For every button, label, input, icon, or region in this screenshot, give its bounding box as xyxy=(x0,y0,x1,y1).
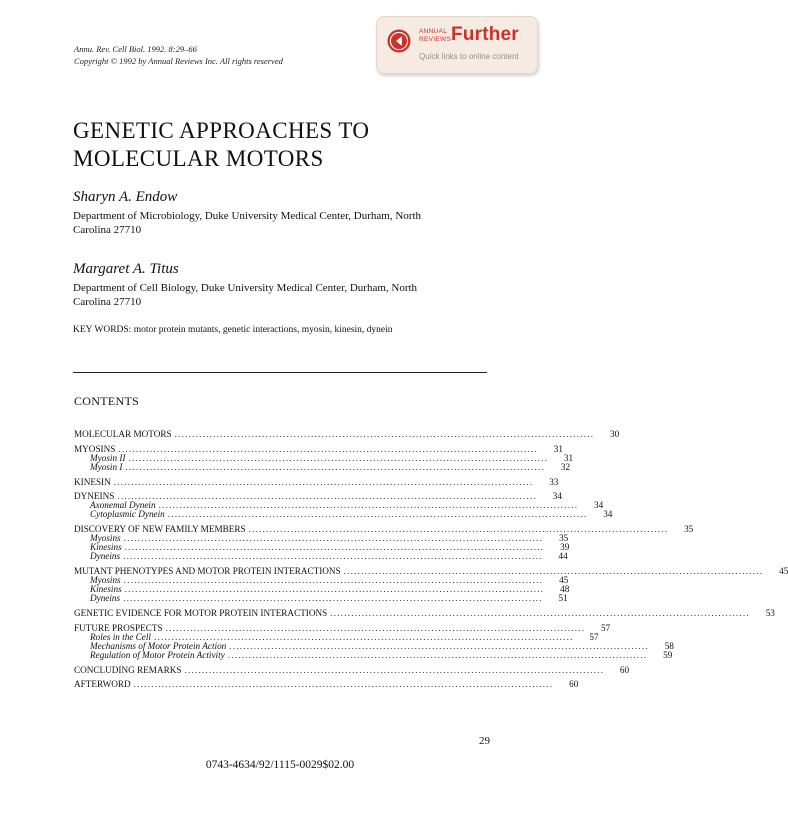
toc-entry-page: 34 xyxy=(603,509,613,520)
toc-leader-dots: ........................................................................................................................ xyxy=(125,461,546,472)
toc-entry-label: Regulation of Motor Protein Activity xyxy=(90,650,225,661)
toc-entry[interactable] xyxy=(74,429,620,439)
toc-leader-dots: ........................................................................................................................ xyxy=(133,679,554,690)
author-name: Margaret A. Titus xyxy=(73,261,179,277)
toc-leader-dots: ........................................................................................................................ xyxy=(123,533,544,544)
toc-entry-page: 31 xyxy=(563,452,574,463)
toc-entry-page: 51 xyxy=(558,593,568,604)
toc-entry-page: 30 xyxy=(610,429,620,439)
toc-entry[interactable] xyxy=(74,650,673,661)
toc-entry-label: Dyneins xyxy=(90,593,121,604)
toc-leader-dots: ........................................................................................................................ xyxy=(158,500,579,511)
toc-entry-label: Myosin I xyxy=(90,461,123,472)
toc-leader-dots: ........................................................................................................................ xyxy=(117,491,537,502)
toc-leader-dots: ........................................................................................................................ xyxy=(113,476,534,487)
toc-entry-label: MUTANT PHENOTYPES AND MOTOR PROTEIN INTERACTIONS xyxy=(74,566,341,577)
toc-entry-label: Roles in the Cell xyxy=(90,631,151,642)
toc-entry-page: 35 xyxy=(559,533,569,544)
toc-leader-dots: ........................................................................................................................ xyxy=(167,509,588,520)
toc-entry-page: 35 xyxy=(684,524,694,535)
journal-copyright: Copyright © 1992 by Annual Reviews Inc. All rights reserved xyxy=(74,55,283,66)
toc-leader-dots: ........................................................................................................................ xyxy=(343,566,764,577)
toc-entry-label: Myosin II xyxy=(90,452,126,463)
toc-entry[interactable] xyxy=(74,593,568,604)
toc-entry-label: AFTERWORD xyxy=(74,679,131,690)
toc-entry-page: 60 xyxy=(619,664,630,675)
toc-entry[interactable] xyxy=(74,608,775,619)
toc-entry[interactable] xyxy=(74,461,571,472)
toc-entry[interactable] xyxy=(74,664,630,675)
toc-leader-dots: ........................................................................................................................ xyxy=(118,443,538,454)
toc-leader-dots: ........................................................................................................................ xyxy=(124,584,545,595)
toc-entry-label: Cytoplasmic Dynein xyxy=(90,509,165,520)
toc-leader-dots: ........................................................................................................................ xyxy=(123,551,543,562)
speaker-play-icon xyxy=(387,29,411,53)
toc-entry-page: 60 xyxy=(569,679,579,690)
further-badge[interactable] xyxy=(376,16,538,74)
toc-leader-dots: ........................................................................................................................ xyxy=(184,664,605,675)
toc-leader-dots: ........................................................................................................................ xyxy=(165,622,586,633)
toc-entry-label: Kinesins xyxy=(90,584,122,595)
author-name: Sharyn A. Endow xyxy=(73,189,178,205)
article-code: 0743-4634/92/1115-0029$02.00 xyxy=(205,759,355,771)
author-affiliation: Department of Microbiology, Duke University Medical Center, Durham, North Carolina 27710 xyxy=(73,210,422,236)
toc-entry-page: 32 xyxy=(560,461,571,472)
toc-entry-page: 33 xyxy=(549,476,559,487)
toc-entry[interactable] xyxy=(74,679,579,690)
toc-entry-page: 45 xyxy=(779,566,788,577)
toc-leader-dots: ........................................................................................................................ xyxy=(128,452,549,463)
toc-leader-dots: ........................................................................................................................ xyxy=(227,650,648,661)
toc-entry-label: Myosins xyxy=(90,533,121,544)
toc-entry-label: DISCOVERY OF NEW FAMILY MEMBERS xyxy=(74,524,246,535)
toc-entry-label: CONCLUDING REMARKS xyxy=(74,664,182,675)
toc-leader-dots: ........................................................................................................................ xyxy=(174,429,595,439)
toc-entry[interactable] xyxy=(74,476,559,487)
toc-entry-page: 57 xyxy=(601,622,611,633)
article-title: GENETIC APPROACHES TO MOLECULAR MOTORS xyxy=(73,118,370,171)
toc-entry[interactable] xyxy=(74,551,568,562)
toc-leader-dots: ........................................................................................................................ xyxy=(330,608,750,619)
toc-entry-page: 31 xyxy=(553,443,563,454)
toc-entry-label: KINESIN xyxy=(74,476,111,487)
toc-entry-page: 34 xyxy=(594,500,604,511)
toc-entry-page: 45 xyxy=(559,575,569,586)
toc-entry-label: Myosins xyxy=(90,575,121,586)
toc-entry-page: 39 xyxy=(560,542,570,553)
toc-entry-page: 34 xyxy=(552,491,562,502)
further-tagline: Quick links to online content xyxy=(419,52,519,61)
toc-leader-dots: ........................................................................................................................ xyxy=(123,575,544,586)
toc-entry-label: Dyneins xyxy=(90,551,121,562)
toc-entry-page: 48 xyxy=(560,584,570,595)
toc-entry-page: 57 xyxy=(589,631,599,642)
toc-entry-label: DYNEINS xyxy=(74,491,115,502)
toc-entry-label: Kinesins xyxy=(90,542,122,553)
toc-entry-page: 58 xyxy=(664,640,674,651)
page-number: 29 xyxy=(479,735,490,747)
publisher-wordmark: ANNUAL REVIEWS xyxy=(419,28,452,43)
toc-entry-page: 59 xyxy=(663,650,673,661)
table-of-contents xyxy=(74,429,788,690)
toc-entry[interactable] xyxy=(74,509,613,520)
toc-leader-dots: ........................................................................................................................ xyxy=(153,631,574,642)
author-affiliation: Department of Cell Biology, Duke University Medical Center, Durham, North Carolina 27710 xyxy=(73,282,418,308)
toc-entry-label: MOLECULAR MOTORS xyxy=(74,429,172,439)
toc-entry-page: 53 xyxy=(765,608,775,619)
toc-entry-label: MYOSINS xyxy=(74,443,116,454)
toc-entry-label: FUTURE PROSPECTS xyxy=(74,622,163,633)
keywords: KEY WORDS: motor protein mutants, genetic interactions, myosin, kinesin, dynein xyxy=(73,325,393,335)
toc-entry-page: 44 xyxy=(558,551,568,562)
toc-entry-label: Mechanisms of Motor Protein Action xyxy=(90,640,227,651)
journal-citation: Annu. Rev. Cell Biol. 1992. 8:29–66 xyxy=(74,44,197,54)
further-wordmark: Further xyxy=(451,24,519,45)
toc-entry-label: Axonemal Dynein xyxy=(90,500,156,511)
toc-entry-label: GENETIC EVIDENCE FOR MOTOR PROTEIN INTERACTIONS xyxy=(74,608,328,619)
toc-leader-dots: ........................................................................................................................ xyxy=(248,524,669,535)
contents-heading: CONTENTS xyxy=(74,394,140,408)
toc-leader-dots: ........................................................................................................................ xyxy=(123,593,543,604)
section-divider xyxy=(73,372,487,373)
journal-citation-block xyxy=(74,44,283,67)
toc-leader-dots: ........................................................................................................................ xyxy=(229,640,649,651)
toc-leader-dots: ........................................................................................................................ xyxy=(124,542,545,553)
